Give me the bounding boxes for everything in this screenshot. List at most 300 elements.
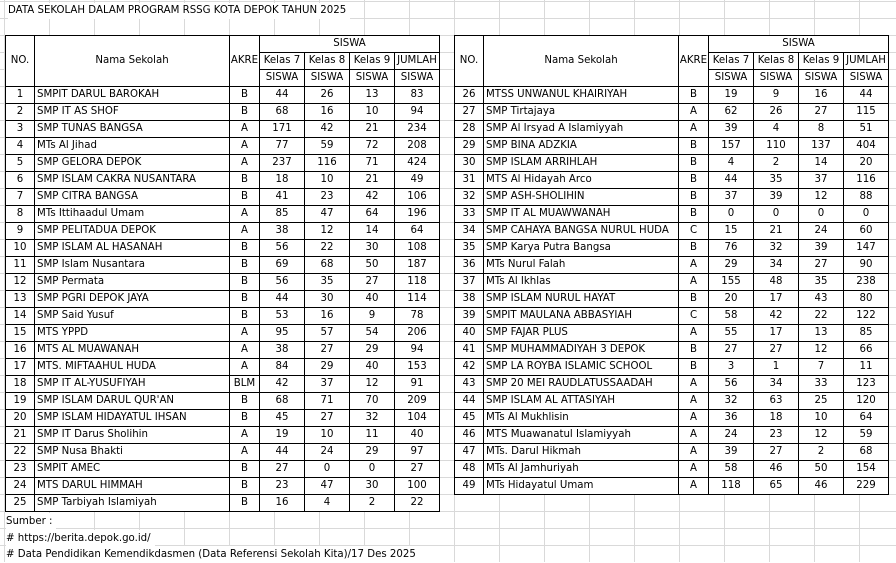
cell-jumlah[interactable]: 40 <box>395 427 440 444</box>
cell-nama-sekolah[interactable]: SMP IT AL MUAWWANAH <box>484 206 679 223</box>
cell-kelas8[interactable]: 42 <box>305 121 350 138</box>
cell-jumlah[interactable]: 90 <box>844 257 889 274</box>
cell-nama-sekolah[interactable]: MTs Al Jihad <box>35 138 230 155</box>
cell-kelas8[interactable]: 17 <box>754 325 799 342</box>
cell-kelas9[interactable]: 13 <box>799 325 844 342</box>
cell-jumlah[interactable]: 147 <box>844 240 889 257</box>
cell-no[interactable]: 19 <box>6 393 35 410</box>
cell-kelas7[interactable]: 95 <box>260 325 305 342</box>
cell-kelas7[interactable]: 56 <box>260 274 305 291</box>
cell-kelas7[interactable]: 3 <box>709 359 754 376</box>
cell-kelas9[interactable]: 9 <box>350 308 395 325</box>
cell-kelas8[interactable]: 39 <box>754 189 799 206</box>
cell-kelas9[interactable]: 30 <box>350 478 395 495</box>
cell-no[interactable]: 18 <box>6 376 35 393</box>
cell-kelas9[interactable]: 71 <box>350 155 395 172</box>
cell-nama-sekolah[interactable]: SMP LA ROYBA ISLAMIC SCHOOL <box>484 359 679 376</box>
cell-akreditasi[interactable]: B <box>679 359 709 376</box>
cell-nama-sekolah[interactable]: SMP Said Yusuf <box>35 308 230 325</box>
cell-kelas7[interactable]: 27 <box>260 461 305 478</box>
cell-akreditasi[interactable]: B <box>230 172 260 189</box>
cell-no[interactable]: 40 <box>455 325 484 342</box>
cell-kelas7[interactable]: 68 <box>260 393 305 410</box>
cell-jumlah[interactable]: 97 <box>395 444 440 461</box>
cell-kelas8[interactable]: 34 <box>754 257 799 274</box>
cell-jumlah[interactable]: 187 <box>395 257 440 274</box>
cell-nama-sekolah[interactable]: SMP PELITADUA DEPOK <box>35 223 230 240</box>
cell-kelas7[interactable]: 19 <box>709 87 754 104</box>
cell-nama-sekolah[interactable]: SMP ISLAM NURUL HAYAT <box>484 291 679 308</box>
cell-no[interactable]: 9 <box>6 223 35 240</box>
cell-kelas8[interactable]: 42 <box>754 308 799 325</box>
cell-no[interactable]: 20 <box>6 410 35 427</box>
cell-jumlah[interactable]: 154 <box>844 461 889 478</box>
cell-akreditasi[interactable]: A <box>679 478 709 495</box>
cell-akreditasi[interactable]: B <box>679 342 709 359</box>
cell-kelas9[interactable]: 54 <box>350 325 395 342</box>
cell-nama-sekolah[interactable]: MTs Hidayatul Umam <box>484 478 679 495</box>
cell-akreditasi[interactable]: B <box>679 87 709 104</box>
cell-jumlah[interactable]: 206 <box>395 325 440 342</box>
cell-jumlah[interactable]: 234 <box>395 121 440 138</box>
cell-kelas7[interactable]: 84 <box>260 359 305 376</box>
cell-kelas7[interactable]: 56 <box>709 376 754 393</box>
cell-akreditasi[interactable]: BLM <box>230 376 260 393</box>
cell-jumlah[interactable]: 64 <box>844 410 889 427</box>
cell-akreditasi[interactable]: A <box>679 410 709 427</box>
cell-kelas9[interactable]: 43 <box>799 291 844 308</box>
cell-jumlah[interactable]: 68 <box>844 444 889 461</box>
cell-kelas7[interactable]: 44 <box>260 444 305 461</box>
cell-kelas8[interactable]: 68 <box>305 257 350 274</box>
cell-kelas8[interactable]: 71 <box>305 393 350 410</box>
cell-nama-sekolah[interactable]: SMP Karya Putra Bangsa <box>484 240 679 257</box>
cell-kelas7[interactable]: 19 <box>260 427 305 444</box>
cell-no[interactable]: 30 <box>455 155 484 172</box>
cell-nama-sekolah[interactable]: MTs. Darul Hikmah <box>484 444 679 461</box>
cell-akreditasi[interactable]: B <box>230 308 260 325</box>
cell-akreditasi[interactable]: B <box>230 461 260 478</box>
cell-nama-sekolah[interactable]: SMP ISLAM CAKRA NUSANTARA <box>35 172 230 189</box>
cell-akreditasi[interactable]: A <box>230 121 260 138</box>
cell-jumlah[interactable]: 123 <box>844 376 889 393</box>
cell-kelas7[interactable]: 157 <box>709 138 754 155</box>
cell-kelas9[interactable]: 70 <box>350 393 395 410</box>
cell-kelas7[interactable]: 27 <box>709 342 754 359</box>
cell-akreditasi[interactable]: B <box>230 240 260 257</box>
cell-kelas7[interactable]: 53 <box>260 308 305 325</box>
cell-nama-sekolah[interactable]: SMP ISLAM ARRIHLAH <box>484 155 679 172</box>
cell-akreditasi[interactable]: B <box>679 155 709 172</box>
cell-nama-sekolah[interactable]: SMP ASH-SHOLIHIN <box>484 189 679 206</box>
cell-akreditasi[interactable]: B <box>230 410 260 427</box>
cell-kelas8[interactable]: 16 <box>305 308 350 325</box>
cell-kelas8[interactable]: 2 <box>754 155 799 172</box>
cell-nama-sekolah[interactable]: SMP 20 MEI RAUDLATUSSAADAH <box>484 376 679 393</box>
cell-kelas9[interactable]: 39 <box>799 240 844 257</box>
cell-akreditasi[interactable]: A <box>230 206 260 223</box>
cell-akreditasi[interactable]: B <box>679 189 709 206</box>
cell-kelas9[interactable]: 40 <box>350 291 395 308</box>
cell-jumlah[interactable]: 20 <box>844 155 889 172</box>
cell-kelas7[interactable]: 41 <box>260 189 305 206</box>
cell-kelas9[interactable]: 35 <box>799 274 844 291</box>
cell-kelas9[interactable]: 64 <box>350 206 395 223</box>
cell-akreditasi[interactable]: B <box>679 172 709 189</box>
cell-kelas9[interactable]: 22 <box>799 308 844 325</box>
cell-akreditasi[interactable]: A <box>679 104 709 121</box>
cell-kelas7[interactable]: 77 <box>260 138 305 155</box>
cell-kelas7[interactable]: 44 <box>709 172 754 189</box>
cell-kelas8[interactable]: 23 <box>754 427 799 444</box>
cell-nama-sekolah[interactable]: MTs Al Jamhuriyah <box>484 461 679 478</box>
cell-no[interactable]: 36 <box>455 257 484 274</box>
cell-no[interactable]: 12 <box>6 274 35 291</box>
cell-kelas9[interactable]: 2 <box>799 444 844 461</box>
cell-jumlah[interactable]: 78 <box>395 308 440 325</box>
cell-kelas8[interactable]: 1 <box>754 359 799 376</box>
cell-nama-sekolah[interactable]: SMP Tarbiyah Islamiyah <box>35 495 230 512</box>
cell-akreditasi[interactable]: C <box>679 223 709 240</box>
cell-kelas8[interactable]: 22 <box>305 240 350 257</box>
cell-nama-sekolah[interactable]: MTs Al Mukhlisin <box>484 410 679 427</box>
cell-kelas8[interactable]: 65 <box>754 478 799 495</box>
cell-kelas7[interactable]: 58 <box>709 308 754 325</box>
cell-akreditasi[interactable]: C <box>679 308 709 325</box>
cell-no[interactable]: 27 <box>455 104 484 121</box>
cell-kelas9[interactable]: 14 <box>350 223 395 240</box>
cell-akreditasi[interactable]: A <box>230 325 260 342</box>
cell-akreditasi[interactable]: A <box>679 376 709 393</box>
cell-kelas9[interactable]: 2 <box>350 495 395 512</box>
cell-kelas8[interactable]: 57 <box>305 325 350 342</box>
cell-kelas7[interactable]: 171 <box>260 121 305 138</box>
cell-jumlah[interactable]: 59 <box>844 427 889 444</box>
cell-no[interactable]: 6 <box>6 172 35 189</box>
cell-kelas9[interactable]: 12 <box>350 376 395 393</box>
cell-kelas9[interactable]: 0 <box>350 461 395 478</box>
cell-akreditasi[interactable]: B <box>679 240 709 257</box>
cell-nama-sekolah[interactable]: MTs Ittihaadul Umam <box>35 206 230 223</box>
cell-akreditasi[interactable]: B <box>679 138 709 155</box>
cell-no[interactable]: 41 <box>455 342 484 359</box>
cell-kelas7[interactable]: 68 <box>260 104 305 121</box>
cell-kelas8[interactable]: 47 <box>305 478 350 495</box>
cell-kelas7[interactable]: 44 <box>260 87 305 104</box>
cell-kelas8[interactable]: 10 <box>305 427 350 444</box>
cell-no[interactable]: 28 <box>455 121 484 138</box>
cell-akreditasi[interactable]: A <box>230 342 260 359</box>
cell-kelas9[interactable]: 137 <box>799 138 844 155</box>
cell-no[interactable]: 13 <box>6 291 35 308</box>
cell-nama-sekolah[interactable]: SMP MUHAMMADIYAH 3 DEPOK <box>484 342 679 359</box>
cell-kelas8[interactable]: 59 <box>305 138 350 155</box>
cell-jumlah[interactable]: 106 <box>395 189 440 206</box>
cell-nama-sekolah[interactable]: SMP CAHAYA BANGSA NURUL HUDA <box>484 223 679 240</box>
cell-akreditasi[interactable]: A <box>679 461 709 478</box>
cell-no[interactable]: 23 <box>6 461 35 478</box>
cell-kelas7[interactable]: 29 <box>709 257 754 274</box>
cell-kelas8[interactable]: 24 <box>305 444 350 461</box>
cell-nama-sekolah[interactable]: MTS Al Hidayah Arco <box>484 172 679 189</box>
cell-kelas8[interactable]: 29 <box>305 359 350 376</box>
cell-kelas7[interactable]: 237 <box>260 155 305 172</box>
cell-no[interactable]: 14 <box>6 308 35 325</box>
cell-kelas9[interactable]: 13 <box>350 87 395 104</box>
cell-kelas7[interactable]: 39 <box>709 121 754 138</box>
cell-jumlah[interactable]: 108 <box>395 240 440 257</box>
cell-jumlah[interactable]: 83 <box>395 87 440 104</box>
cell-kelas7[interactable]: 62 <box>709 104 754 121</box>
cell-kelas9[interactable]: 11 <box>350 427 395 444</box>
cell-no[interactable]: 43 <box>455 376 484 393</box>
cell-no[interactable]: 15 <box>6 325 35 342</box>
cell-no[interactable]: 39 <box>455 308 484 325</box>
cell-akreditasi[interactable]: A <box>679 444 709 461</box>
cell-akreditasi[interactable]: A <box>230 359 260 376</box>
cell-kelas8[interactable]: 47 <box>305 206 350 223</box>
cell-kelas7[interactable]: 38 <box>260 223 305 240</box>
cell-no[interactable]: 49 <box>455 478 484 495</box>
cell-nama-sekolah[interactable]: MTs Al Ikhlas <box>484 274 679 291</box>
cell-jumlah[interactable]: 49 <box>395 172 440 189</box>
cell-kelas7[interactable]: 76 <box>709 240 754 257</box>
cell-akreditasi[interactable]: B <box>230 291 260 308</box>
cell-nama-sekolah[interactable]: MTs Nurul Falah <box>484 257 679 274</box>
cell-jumlah[interactable]: 94 <box>395 104 440 121</box>
cell-kelas8[interactable]: 48 <box>754 274 799 291</box>
cell-nama-sekolah[interactable]: SMP Nusa Bhakti <box>35 444 230 461</box>
cell-kelas7[interactable]: 16 <box>260 495 305 512</box>
cell-kelas8[interactable]: 16 <box>305 104 350 121</box>
cell-kelas7[interactable]: 55 <box>709 325 754 342</box>
cell-no[interactable]: 7 <box>6 189 35 206</box>
cell-kelas8[interactable]: 46 <box>754 461 799 478</box>
cell-nama-sekolah[interactable]: SMP CITRA BANGSA <box>35 189 230 206</box>
cell-jumlah[interactable]: 22 <box>395 495 440 512</box>
cell-no[interactable]: 32 <box>455 189 484 206</box>
cell-akreditasi[interactable]: B <box>230 274 260 291</box>
cell-jumlah[interactable]: 115 <box>844 104 889 121</box>
cell-no[interactable]: 48 <box>455 461 484 478</box>
cell-kelas9[interactable]: 50 <box>799 461 844 478</box>
cell-kelas8[interactable]: 4 <box>305 495 350 512</box>
cell-no[interactable]: 46 <box>455 427 484 444</box>
cell-no[interactable]: 33 <box>455 206 484 223</box>
cell-kelas8[interactable]: 27 <box>305 410 350 427</box>
cell-akreditasi[interactable]: A <box>679 325 709 342</box>
cell-akreditasi[interactable]: B <box>679 206 709 223</box>
cell-kelas8[interactable]: 9 <box>754 87 799 104</box>
cell-kelas7[interactable]: 20 <box>709 291 754 308</box>
cell-kelas8[interactable]: 23 <box>305 189 350 206</box>
cell-jumlah[interactable]: 91 <box>395 376 440 393</box>
cell-akreditasi[interactable]: B <box>230 257 260 274</box>
cell-nama-sekolah[interactable]: MTS AL MUAWANAH <box>35 342 230 359</box>
cell-akreditasi[interactable]: B <box>679 291 709 308</box>
cell-no[interactable]: 1 <box>6 87 35 104</box>
cell-kelas7[interactable]: 32 <box>709 393 754 410</box>
cell-kelas7[interactable]: 118 <box>709 478 754 495</box>
cell-no[interactable]: 38 <box>455 291 484 308</box>
cell-nama-sekolah[interactable]: SMPIT AMEC <box>35 461 230 478</box>
cell-kelas8[interactable]: 27 <box>305 342 350 359</box>
cell-kelas8[interactable]: 21 <box>754 223 799 240</box>
cell-akreditasi[interactable]: B <box>230 87 260 104</box>
cell-akreditasi[interactable]: B <box>230 189 260 206</box>
cell-nama-sekolah[interactable]: MTS YPPD <box>35 325 230 342</box>
cell-nama-sekolah[interactable]: SMP Islam Nusantara <box>35 257 230 274</box>
cell-no[interactable]: 45 <box>455 410 484 427</box>
cell-nama-sekolah[interactable]: SMP ISLAM AL ATTASIYAH <box>484 393 679 410</box>
cell-nama-sekolah[interactable]: SMP Tirtajaya <box>484 104 679 121</box>
cell-kelas8[interactable]: 0 <box>305 461 350 478</box>
cell-kelas8[interactable]: 30 <box>305 291 350 308</box>
cell-nama-sekolah[interactable]: SMP IT AS SHOF <box>35 104 230 121</box>
cell-no[interactable]: 25 <box>6 495 35 512</box>
cell-no[interactable]: 5 <box>6 155 35 172</box>
cell-kelas9[interactable]: 50 <box>350 257 395 274</box>
cell-no[interactable]: 24 <box>6 478 35 495</box>
cell-kelas9[interactable]: 21 <box>350 121 395 138</box>
cell-no[interactable]: 44 <box>455 393 484 410</box>
cell-kelas7[interactable]: 39 <box>709 444 754 461</box>
cell-jumlah[interactable]: 100 <box>395 478 440 495</box>
cell-kelas7[interactable]: 69 <box>260 257 305 274</box>
cell-kelas7[interactable]: 56 <box>260 240 305 257</box>
cell-akreditasi[interactable]: A <box>230 427 260 444</box>
cell-jumlah[interactable]: 196 <box>395 206 440 223</box>
cell-kelas9[interactable]: 33 <box>799 376 844 393</box>
cell-kelas8[interactable]: 110 <box>754 138 799 155</box>
cell-jumlah[interactable]: 64 <box>395 223 440 240</box>
cell-kelas8[interactable]: 17 <box>754 291 799 308</box>
cell-jumlah[interactable]: 424 <box>395 155 440 172</box>
cell-kelas9[interactable]: 10 <box>799 410 844 427</box>
cell-akreditasi[interactable]: A <box>679 427 709 444</box>
cell-nama-sekolah[interactable]: SMP GELORA DEPOK <box>35 155 230 172</box>
cell-kelas9[interactable]: 25 <box>799 393 844 410</box>
cell-kelas9[interactable]: 12 <box>799 342 844 359</box>
cell-jumlah[interactable]: 208 <box>395 138 440 155</box>
cell-akreditasi[interactable]: B <box>230 104 260 121</box>
cell-jumlah[interactable]: 229 <box>844 478 889 495</box>
cell-jumlah[interactable]: 60 <box>844 223 889 240</box>
cell-no[interactable]: 47 <box>455 444 484 461</box>
cell-no[interactable]: 17 <box>6 359 35 376</box>
cell-kelas9[interactable]: 42 <box>350 189 395 206</box>
cell-kelas7[interactable]: 18 <box>260 172 305 189</box>
cell-kelas7[interactable]: 24 <box>709 427 754 444</box>
cell-kelas8[interactable]: 37 <box>305 376 350 393</box>
cell-jumlah[interactable]: 66 <box>844 342 889 359</box>
cell-akreditasi[interactable]: A <box>230 155 260 172</box>
cell-kelas9[interactable]: 46 <box>799 478 844 495</box>
cell-no[interactable]: 8 <box>6 206 35 223</box>
cell-kelas7[interactable]: 85 <box>260 206 305 223</box>
cell-kelas8[interactable]: 4 <box>754 121 799 138</box>
cell-kelas9[interactable]: 37 <box>799 172 844 189</box>
cell-akreditasi[interactable]: B <box>230 393 260 410</box>
cell-akreditasi[interactable]: A <box>679 257 709 274</box>
cell-no[interactable]: 26 <box>455 87 484 104</box>
cell-kelas8[interactable]: 27 <box>754 342 799 359</box>
cell-jumlah[interactable]: 153 <box>395 359 440 376</box>
cell-akreditasi[interactable]: A <box>679 121 709 138</box>
cell-no[interactable]: 16 <box>6 342 35 359</box>
cell-kelas9[interactable]: 29 <box>350 342 395 359</box>
cell-nama-sekolah[interactable]: SMP BINA ADZKIA <box>484 138 679 155</box>
cell-no[interactable]: 10 <box>6 240 35 257</box>
cell-kelas7[interactable]: 44 <box>260 291 305 308</box>
cell-no[interactable]: 34 <box>455 223 484 240</box>
cell-kelas9[interactable]: 14 <box>799 155 844 172</box>
cell-kelas9[interactable]: 72 <box>350 138 395 155</box>
cell-jumlah[interactable]: 11 <box>844 359 889 376</box>
cell-nama-sekolah[interactable]: SMPIT MAULANA ABBASYIAH <box>484 308 679 325</box>
cell-jumlah[interactable]: 44 <box>844 87 889 104</box>
cell-nama-sekolah[interactable]: SMP IT AL-YUSUFIYAH <box>35 376 230 393</box>
cell-kelas8[interactable]: 26 <box>754 104 799 121</box>
cell-kelas8[interactable]: 26 <box>305 87 350 104</box>
cell-nama-sekolah[interactable]: MTS. MIFTAAHUL HUDA <box>35 359 230 376</box>
cell-kelas9[interactable]: 8 <box>799 121 844 138</box>
cell-kelas7[interactable]: 42 <box>260 376 305 393</box>
cell-jumlah[interactable]: 209 <box>395 393 440 410</box>
cell-nama-sekolah[interactable]: SMP PGRI DEPOK JAYA <box>35 291 230 308</box>
cell-no[interactable]: 37 <box>455 274 484 291</box>
cell-nama-sekolah[interactable]: SMP FAJAR PLUS <box>484 325 679 342</box>
cell-kelas7[interactable]: 38 <box>260 342 305 359</box>
cell-nama-sekolah[interactable]: SMP Permata <box>35 274 230 291</box>
cell-kelas8[interactable]: 63 <box>754 393 799 410</box>
cell-nama-sekolah[interactable]: SMP IT Darus Sholihin <box>35 427 230 444</box>
cell-kelas9[interactable]: 27 <box>350 274 395 291</box>
cell-nama-sekolah[interactable]: SMP ISLAM AL HASANAH <box>35 240 230 257</box>
cell-kelas8[interactable]: 27 <box>754 444 799 461</box>
cell-kelas9[interactable]: 27 <box>799 257 844 274</box>
cell-jumlah[interactable]: 118 <box>395 274 440 291</box>
cell-jumlah[interactable]: 404 <box>844 138 889 155</box>
cell-jumlah[interactable]: 88 <box>844 189 889 206</box>
cell-nama-sekolah[interactable]: SMP ISLAM DARUL QUR'AN <box>35 393 230 410</box>
cell-no[interactable]: 4 <box>6 138 35 155</box>
cell-jumlah[interactable]: 27 <box>395 461 440 478</box>
cell-kelas7[interactable]: 155 <box>709 274 754 291</box>
cell-kelas9[interactable]: 0 <box>799 206 844 223</box>
cell-kelas7[interactable]: 36 <box>709 410 754 427</box>
cell-kelas8[interactable]: 12 <box>305 223 350 240</box>
cell-nama-sekolah[interactable]: SMP TUNAS BANGSA <box>35 121 230 138</box>
cell-akreditasi[interactable]: A <box>230 223 260 240</box>
cell-jumlah[interactable]: 85 <box>844 325 889 342</box>
cell-kelas9[interactable]: 12 <box>799 189 844 206</box>
cell-kelas7[interactable]: 23 <box>260 478 305 495</box>
cell-kelas8[interactable]: 0 <box>754 206 799 223</box>
cell-akreditasi[interactable]: A <box>679 393 709 410</box>
cell-no[interactable]: 2 <box>6 104 35 121</box>
cell-jumlah[interactable]: 122 <box>844 308 889 325</box>
cell-akreditasi[interactable]: B <box>230 478 260 495</box>
cell-kelas9[interactable]: 16 <box>799 87 844 104</box>
cell-no[interactable]: 21 <box>6 427 35 444</box>
cell-jumlah[interactable]: 80 <box>844 291 889 308</box>
cell-nama-sekolah[interactable]: SMP Al Irsyad A Islamiyyah <box>484 121 679 138</box>
cell-kelas8[interactable]: 35 <box>754 172 799 189</box>
cell-jumlah[interactable]: 104 <box>395 410 440 427</box>
cell-kelas7[interactable]: 58 <box>709 461 754 478</box>
cell-kelas7[interactable]: 0 <box>709 206 754 223</box>
